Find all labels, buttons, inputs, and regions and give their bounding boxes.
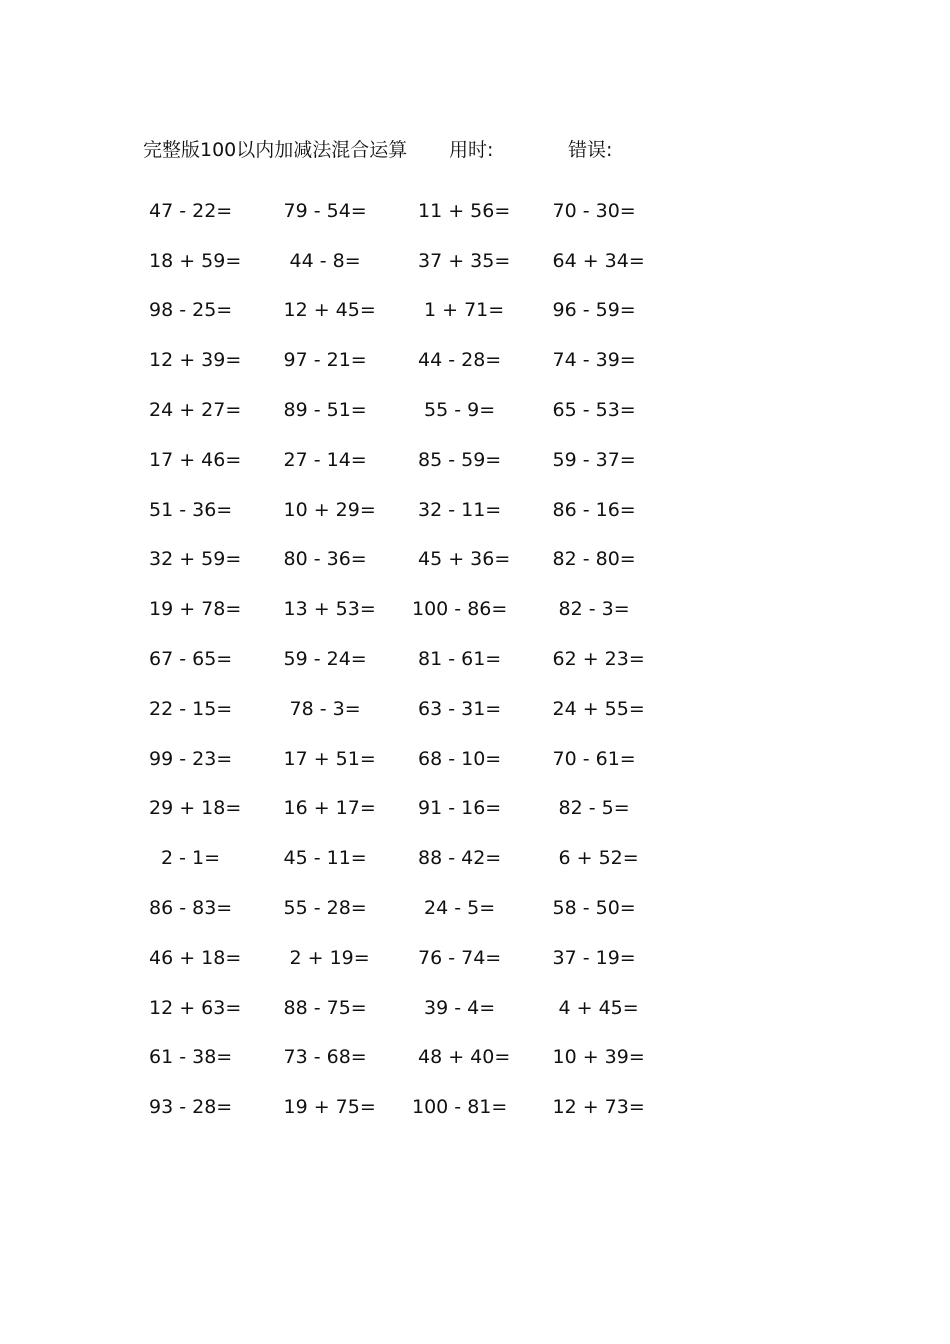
problem-cell <box>143 248 278 274</box>
problem-row <box>143 833 683 883</box>
problem-cell <box>412 297 547 323</box>
math-problem: 45 - 11= <box>283 847 367 870</box>
math-problem: 64 + 34= <box>552 249 645 272</box>
problem-row <box>143 584 683 634</box>
math-problem: 82 - 80= <box>552 548 636 571</box>
problem-cell <box>278 497 413 523</box>
math-problem: 96 - 59= <box>552 299 636 322</box>
problem-cell <box>143 1044 278 1070</box>
math-problem: 85 - 59= <box>418 448 502 471</box>
problem-cell <box>143 696 278 722</box>
problem-cell <box>547 248 682 274</box>
problem-cell <box>547 995 682 1021</box>
problem-cell <box>143 795 278 821</box>
problem-cell <box>143 397 278 423</box>
math-problem: 88 - 75= <box>283 996 367 1019</box>
math-problem: 17 + 46= <box>149 448 242 471</box>
problem-cell <box>412 945 547 971</box>
problem-grid <box>143 186 683 1132</box>
problem-cell <box>278 1094 413 1120</box>
math-problem: 2 + 19= <box>289 946 370 969</box>
problem-cell <box>278 347 413 373</box>
math-problem: 27 - 14= <box>283 448 367 471</box>
math-problem: 86 - 16= <box>552 498 636 521</box>
problem-cell <box>547 795 682 821</box>
math-problem: 63 - 31= <box>418 697 502 720</box>
problem-row <box>143 186 683 236</box>
problem-cell <box>547 497 682 523</box>
problem-cell <box>143 447 278 473</box>
problem-cell <box>278 198 413 224</box>
math-problem: 12 + 45= <box>283 299 376 322</box>
math-problem: 10 + 29= <box>283 498 376 521</box>
worksheet-title: 完整版100以内加减法混合运算 <box>143 139 408 161</box>
problem-cell <box>278 995 413 1021</box>
math-problem: 37 - 19= <box>552 946 636 969</box>
problem-cell <box>278 696 413 722</box>
math-problem: 79 - 54= <box>283 199 367 222</box>
math-problem: 1 + 71= <box>424 299 505 322</box>
math-problem: 13 + 53= <box>283 598 376 621</box>
problem-row <box>143 236 683 286</box>
problem-row <box>143 485 683 535</box>
math-problem: 55 - 9= <box>424 399 496 422</box>
math-problem: 24 + 55= <box>552 697 645 720</box>
math-problem: 24 - 5= <box>424 897 496 920</box>
problem-cell <box>278 297 413 323</box>
problem-cell <box>547 696 682 722</box>
math-problem: 91 - 16= <box>418 797 502 820</box>
problem-cell <box>547 397 682 423</box>
math-problem: 19 + 78= <box>149 598 242 621</box>
math-problem: 86 - 83= <box>149 897 233 920</box>
math-problem: 11 + 56= <box>418 199 511 222</box>
time-used-label: 用时: <box>449 139 494 161</box>
math-problem: 100 - 81= <box>412 1096 508 1119</box>
problem-cell <box>278 1044 413 1070</box>
problem-cell <box>547 646 682 672</box>
problem-cell <box>547 297 682 323</box>
math-problem: 76 - 74= <box>418 946 502 969</box>
math-problem: 12 + 39= <box>149 349 242 372</box>
problem-cell <box>278 447 413 473</box>
math-problem: 48 + 40= <box>418 1046 511 1069</box>
problem-cell <box>143 995 278 1021</box>
problem-cell <box>278 945 413 971</box>
problem-cell <box>278 397 413 423</box>
math-problem: 12 + 73= <box>552 1096 645 1119</box>
problem-cell <box>412 546 547 572</box>
math-problem: 32 - 11= <box>418 498 502 521</box>
problem-cell <box>278 895 413 921</box>
math-problem: 39 - 4= <box>424 996 496 1019</box>
problem-row <box>143 1033 683 1083</box>
math-problem: 17 + 51= <box>283 747 376 770</box>
problem-cell <box>278 746 413 772</box>
problem-row <box>143 784 683 834</box>
math-problem: 24 + 27= <box>149 399 242 422</box>
problem-cell <box>143 746 278 772</box>
problem-cell <box>278 596 413 622</box>
problem-row <box>143 734 683 784</box>
problem-cell <box>412 795 547 821</box>
problem-cell <box>547 1044 682 1070</box>
math-problem: 59 - 37= <box>552 448 636 471</box>
problem-row <box>143 286 683 336</box>
problem-cell <box>412 995 547 1021</box>
math-problem: 97 - 21= <box>283 349 367 372</box>
problem-cell <box>278 546 413 572</box>
problem-cell <box>143 845 278 871</box>
problem-cell <box>143 895 278 921</box>
problem-cell <box>143 497 278 523</box>
math-problem: 80 - 36= <box>283 548 367 571</box>
math-problem: 12 + 63= <box>149 996 242 1019</box>
problem-cell <box>547 596 682 622</box>
problem-cell <box>278 646 413 672</box>
problem-cell <box>412 596 547 622</box>
problem-row <box>143 634 683 684</box>
problem-cell <box>143 1094 278 1120</box>
math-problem: 68 - 10= <box>418 747 502 770</box>
problem-cell <box>412 497 547 523</box>
problem-row <box>143 335 683 385</box>
problem-cell <box>412 646 547 672</box>
problem-cell <box>547 1094 682 1120</box>
problem-cell <box>143 646 278 672</box>
math-problem: 93 - 28= <box>149 1096 233 1119</box>
math-problem: 10 + 39= <box>552 1046 645 1069</box>
problem-row <box>143 1082 683 1132</box>
math-problem: 65 - 53= <box>552 399 636 422</box>
math-problem: 2 - 1= <box>161 847 221 870</box>
problem-cell <box>547 546 682 572</box>
problem-cell <box>547 198 682 224</box>
problem-cell <box>278 795 413 821</box>
math-problem: 4 + 45= <box>558 996 639 1019</box>
problem-cell <box>412 696 547 722</box>
math-problem: 22 - 15= <box>149 697 233 720</box>
problem-cell <box>143 347 278 373</box>
math-problem: 6 + 52= <box>558 847 639 870</box>
math-problem: 16 + 17= <box>283 797 376 820</box>
problem-row <box>143 983 683 1033</box>
problem-cell <box>547 845 682 871</box>
problem-row <box>143 385 683 435</box>
math-problem: 81 - 61= <box>418 648 502 671</box>
math-problem: 18 + 59= <box>149 249 242 272</box>
problem-cell <box>143 198 278 224</box>
problem-cell <box>278 248 413 274</box>
problem-cell <box>412 447 547 473</box>
math-problem: 70 - 30= <box>552 199 636 222</box>
math-problem: 74 - 39= <box>552 349 636 372</box>
problem-cell <box>278 845 413 871</box>
problem-cell <box>412 746 547 772</box>
problem-cell <box>547 347 682 373</box>
math-problem: 82 - 3= <box>558 598 630 621</box>
math-problem: 98 - 25= <box>149 299 233 322</box>
problem-cell <box>412 347 547 373</box>
math-problem: 82 - 5= <box>558 797 630 820</box>
math-problem: 51 - 36= <box>149 498 233 521</box>
problem-cell <box>143 945 278 971</box>
problem-cell <box>412 397 547 423</box>
math-problem: 37 + 35= <box>418 249 511 272</box>
math-problem: 19 + 75= <box>283 1096 376 1119</box>
math-problem: 62 + 23= <box>552 648 645 671</box>
problem-cell <box>547 447 682 473</box>
problem-cell <box>547 945 682 971</box>
problem-row <box>143 435 683 485</box>
math-problem: 47 - 22= <box>149 199 233 222</box>
math-problem: 89 - 51= <box>283 399 367 422</box>
problem-cell <box>547 895 682 921</box>
math-problem: 78 - 3= <box>289 697 361 720</box>
math-problem: 44 - 28= <box>418 349 502 372</box>
math-problem: 46 + 18= <box>149 946 242 969</box>
problem-cell <box>143 596 278 622</box>
math-problem: 59 - 24= <box>283 648 367 671</box>
math-problem: 67 - 65= <box>149 648 233 671</box>
math-problem: 29 + 18= <box>149 797 242 820</box>
problem-cell <box>143 546 278 572</box>
problem-row <box>143 883 683 933</box>
math-problem: 61 - 38= <box>149 1046 233 1069</box>
problem-cell <box>412 1044 547 1070</box>
problem-cell <box>412 1094 547 1120</box>
problem-cell <box>412 895 547 921</box>
math-problem: 99 - 23= <box>149 747 233 770</box>
problem-cell <box>412 248 547 274</box>
math-problem: 45 + 36= <box>418 548 511 571</box>
math-problem: 73 - 68= <box>283 1046 367 1069</box>
math-problem: 32 + 59= <box>149 548 242 571</box>
problem-cell <box>547 746 682 772</box>
problem-row <box>143 933 683 983</box>
math-problem: 55 - 28= <box>283 897 367 920</box>
problem-row <box>143 684 683 734</box>
problem-cell <box>143 297 278 323</box>
errors-label: 错误: <box>568 139 613 161</box>
math-problem: 44 - 8= <box>289 249 361 272</box>
math-problem: 88 - 42= <box>418 847 502 870</box>
problem-cell <box>412 198 547 224</box>
math-problem: 58 - 50= <box>552 897 636 920</box>
problem-cell <box>412 845 547 871</box>
math-problem: 100 - 86= <box>412 598 508 621</box>
problem-row <box>143 535 683 585</box>
math-problem: 70 - 61= <box>552 747 636 770</box>
